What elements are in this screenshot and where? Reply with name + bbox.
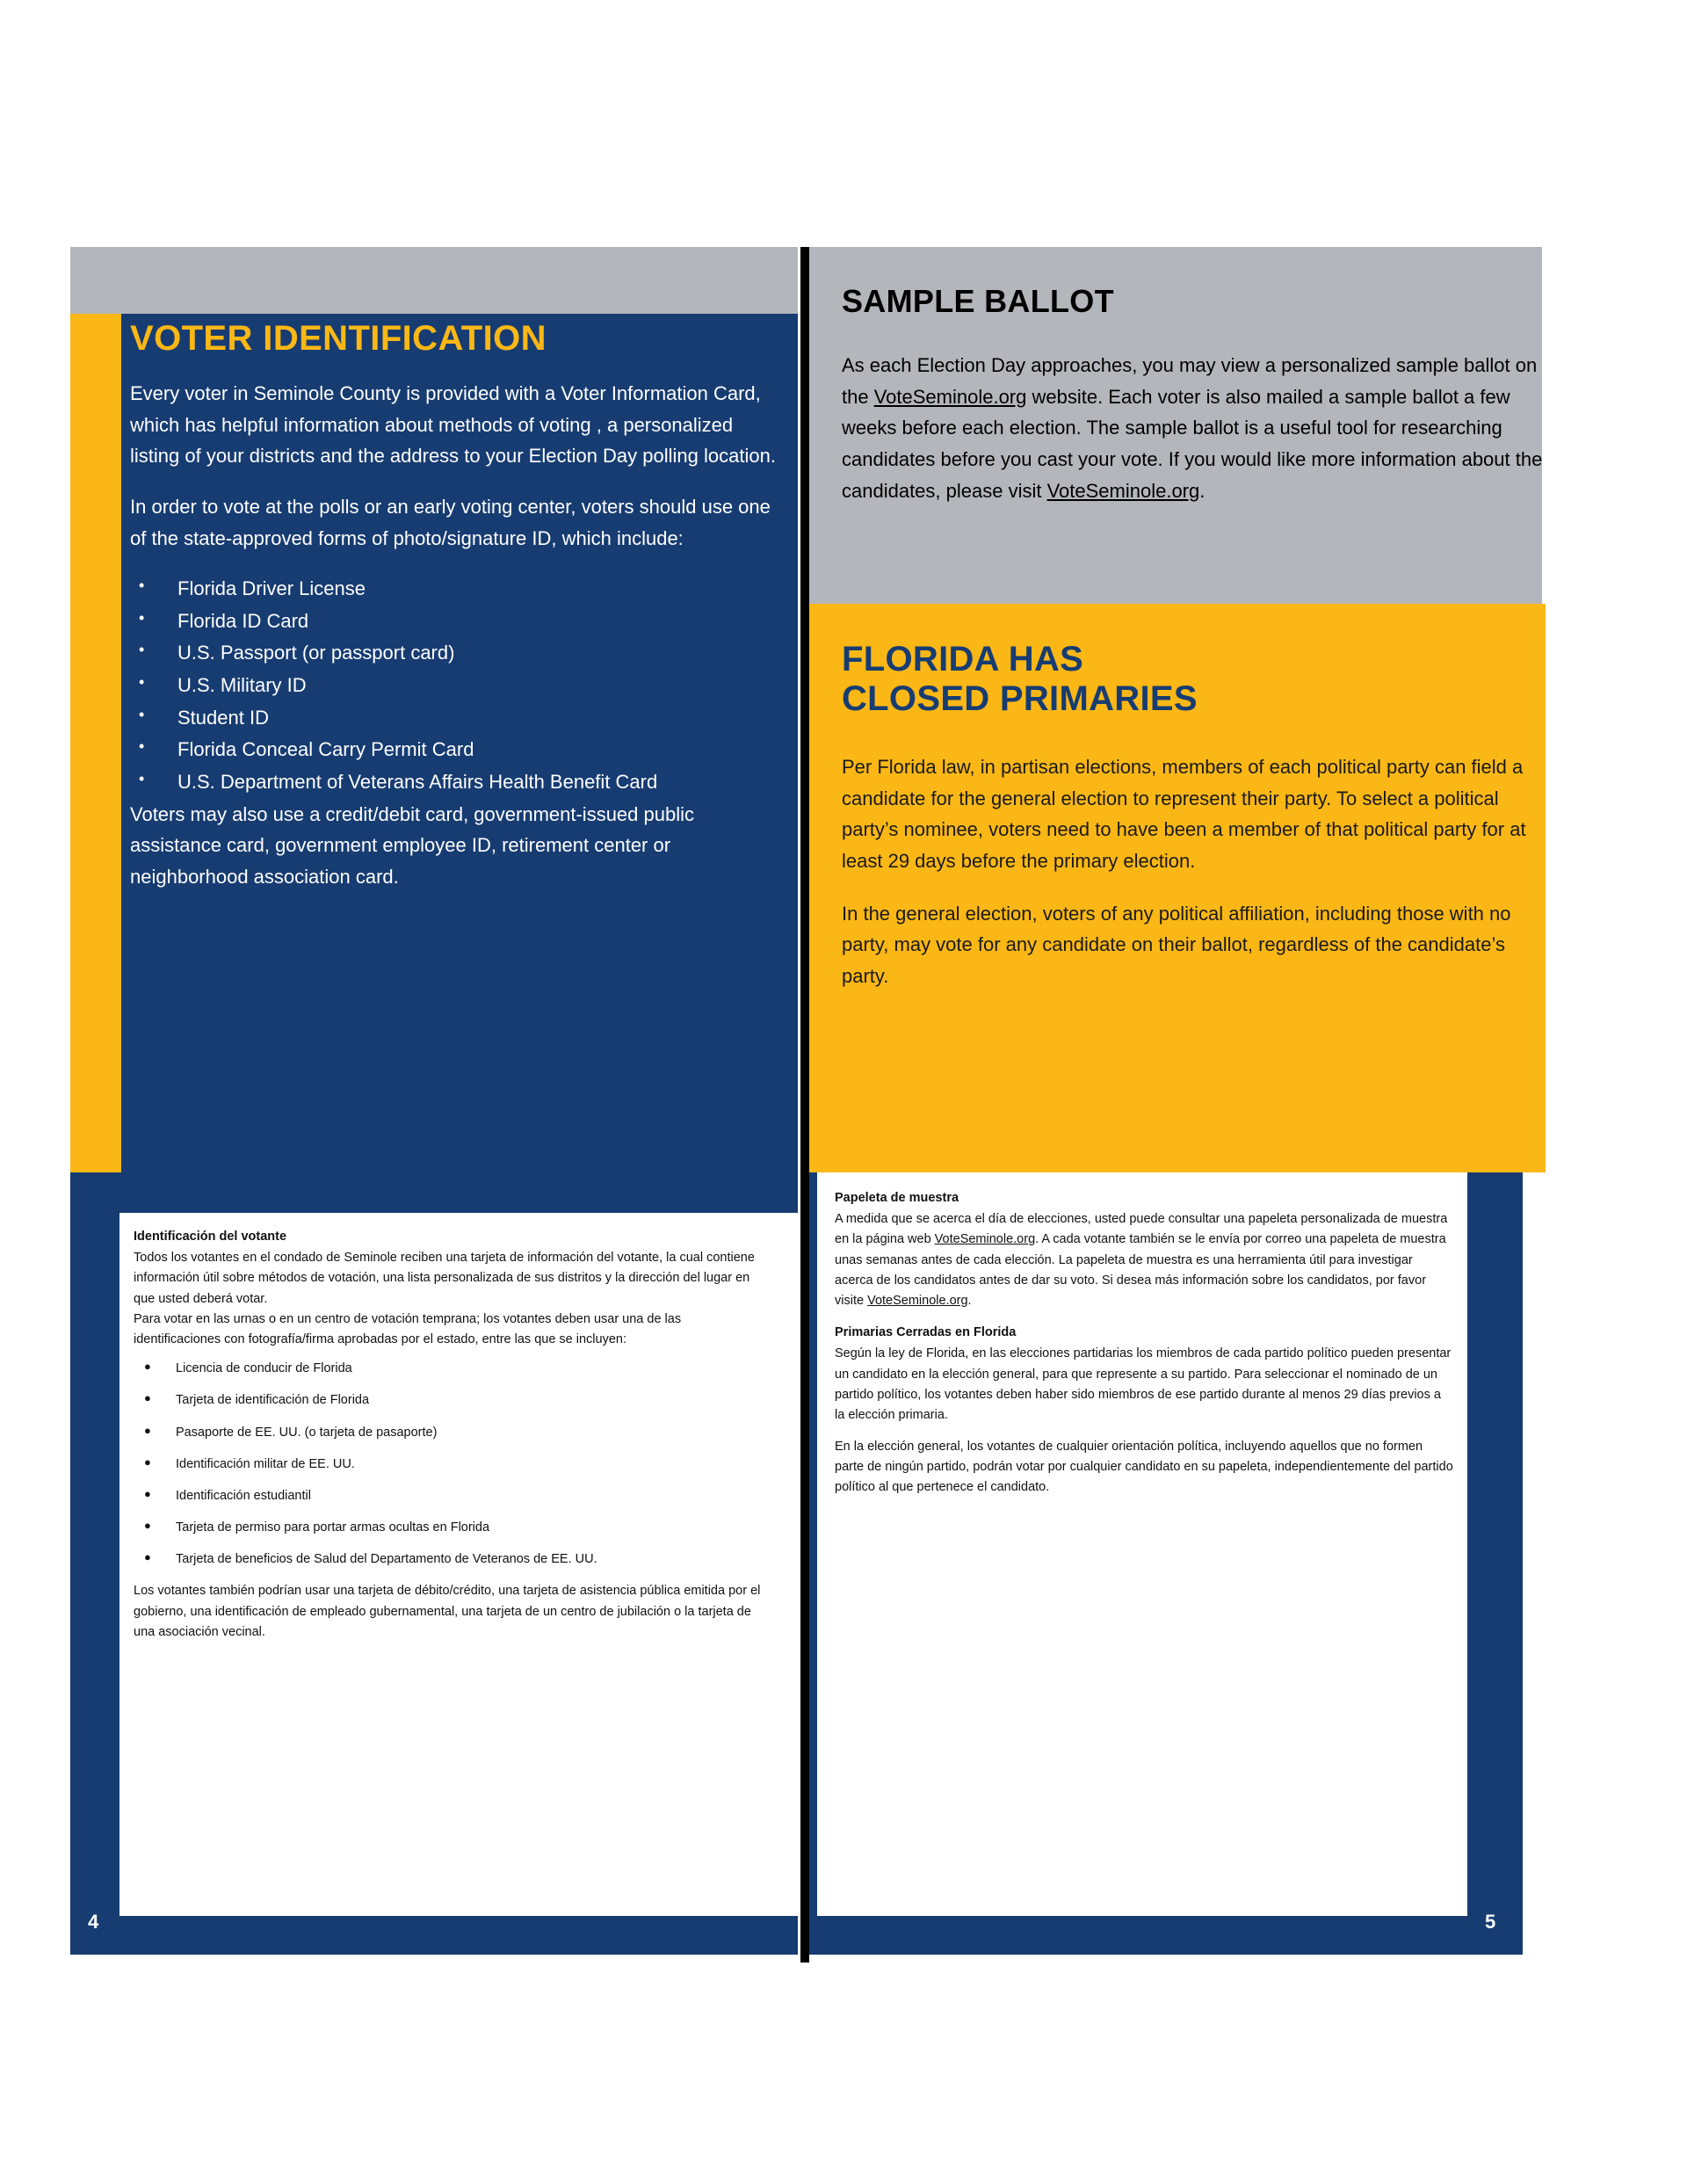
list-item: [134, 1423, 768, 1443]
list-item-label: U.S. Department of Veterans Affairs Health Benefit Card: [177, 770, 658, 793]
list-item-label: Florida Driver License: [177, 577, 366, 600]
sample-ballot-text-1: As each Election Day approaches, you may view a personalized sample ballot on the: [842, 354, 1538, 408]
sample-ballot-body: [842, 350, 1545, 506]
list-item-label: U.S. Military ID: [177, 674, 307, 696]
voter-id-paragraph-2: In order to vote at the polls or an early voting center, voters should use one of the state-approved forms of photo/signature ID, which include:: [130, 495, 771, 549]
center-divider: [800, 247, 809, 1963]
list-item-label: Florida ID Card: [177, 609, 309, 632]
list-item: [134, 1486, 768, 1506]
list-item-label: Tarjeta de identificación de Florida: [176, 1393, 370, 1408]
left-yellow-accent-strip: [70, 314, 121, 1172]
sample-ballot-text-3: .: [1199, 479, 1206, 502]
bullet-icon: •: [139, 641, 145, 659]
spanish-sample-text-2: . A cada votante también se le envía por correo una papeleta de muestra unas semanas antes de cada elección. La papeleta de muestra es una herramienta útil para investigar acerca de los candidatos antes de dar su voto. Si desea más información sobre los candidatos, por favor visite: [835, 1232, 1446, 1308]
list-item-label: Tarjeta de permiso para portar armas ocultas en Florida: [176, 1520, 490, 1535]
list-item: [134, 1518, 768, 1538]
voteseminole-link[interactable]: VoteSeminole.org: [873, 385, 1027, 408]
spanish-sample-ballot-paragraph: [835, 1209, 1454, 1311]
voter-identification-heading: VOTER IDENTIFICATION: [130, 319, 547, 358]
bullet-icon: ●: [144, 1391, 151, 1405]
right-spanish-content: [835, 1188, 1454, 1498]
list-item: [130, 670, 780, 701]
spanish-primaries-paragraph-1: Según la ley de Florida, en las elecciones partidarias los miembros de cada partido político pueden presentar un candidato en la elección general, para que represente a su partido. Para seleccionar el nominado de un partido político, los votantes deben haber sido miembros de ese partido durante al menos 29 días previos a la elección primaria.: [835, 1346, 1452, 1422]
left-spanish-content: [134, 1227, 768, 1643]
page-number-left: 4: [88, 1911, 99, 1933]
list-item: [130, 573, 780, 605]
sample-ballot-heading: SAMPLE BALLOT: [842, 283, 1114, 319]
list-item-label: Pasaporte de EE. UU. (o tarjeta de pasaporte): [176, 1425, 438, 1440]
approved-id-list: [130, 573, 780, 797]
list-item: [134, 1390, 768, 1411]
voteseminole-link[interactable]: VoteSeminole.org: [1046, 479, 1200, 502]
spanish-voter-id-paragraph-2: Para votar en las urnas o en un centro de votación temprana; los votantes deben usar una de las identificaciones con fotografía/firma aprobadas por el estado, entre las que se incluyen:: [134, 1311, 682, 1346]
bullet-icon: •: [139, 673, 145, 691]
list-item: [134, 1455, 768, 1475]
closed-primaries-heading-line-1: FLORIDA HAS: [842, 640, 1084, 678]
closed-primaries-heading: [842, 640, 1536, 719]
closed-primaries-paragraph-2: In the general election, voters of any political affiliation, including those with no party, may vote for any candidate on their ballot, regardless of the candidate’s party.: [842, 902, 1511, 987]
list-item: [134, 1359, 768, 1379]
spanish-approved-id-list: [134, 1359, 768, 1570]
voter-id-paragraph-3: Voters may also use a credit/debit card, government-issued public assistance card, government employee ID, retirement center or neighborhood association card.: [130, 802, 694, 888]
spacer: [835, 1426, 1454, 1437]
sample-ballot-text-2: website. Each voter is also mailed a sample ballot a few weeks before each election. The sample ballot is a useful tool for researching candidates before you cast your vote. If you would like more information about the candidates, please visit: [842, 385, 1543, 502]
voteseminole-link[interactable]: VoteSeminole.org: [934, 1232, 1036, 1247]
closed-primaries-heading-line-2: CLOSED PRIMARIES: [842, 678, 1198, 718]
list-item: [130, 766, 780, 798]
spanish-sample-text-3: .: [967, 1293, 972, 1308]
list-item-label: Identificación estudiantil: [176, 1488, 311, 1503]
spanish-voter-id-heading: Identificación del votante: [134, 1230, 287, 1244]
bullet-icon: ●: [144, 1423, 151, 1437]
spanish-voter-id-paragraph-1: Todos los votantes en el condado de Seminole reciben una tarjeta de información del votante, la cual contiene información útil sobre métodos de votación, una lista personalizada de sus distritos y la dirección del lugar en que usted deberá votar.: [134, 1251, 755, 1306]
bullet-icon: ●: [144, 1486, 151, 1500]
spanish-primaries-paragraph-2: En la elección general, los votantes de cualquier orientación política, incluyendo aquellos que no formen parte de ningún partido, podrán votar por cualquier candidato en su papeleta, independientemente del partido político al que pertenece el candidato.: [835, 1440, 1453, 1495]
bullet-icon: ●: [144, 1360, 151, 1374]
list-item-label: Identificación militar de EE. UU.: [176, 1456, 355, 1471]
page-number-right: 5: [1485, 1911, 1496, 1933]
spanish-primaries-heading: Primarias Cerradas en Florida: [835, 1325, 1017, 1340]
list-item-label: Licencia de conducir de Florida: [176, 1361, 352, 1376]
closed-primaries-paragraph-1: Per Florida law, in partisan elections, members of each political party can field a candidate for the general election to represent their party. To select a political party’s nominee, voters need to have been a member of that political party for at least 29 days before the primary election.: [842, 756, 1526, 872]
bullet-icon: •: [139, 737, 145, 756]
list-item-label: Florida Conceal Carry Permit Card: [177, 738, 474, 761]
list-item-label: Student ID: [177, 706, 269, 729]
bullet-icon: ●: [144, 1519, 151, 1533]
list-item: [130, 702, 780, 734]
list-item: [130, 637, 780, 669]
bullet-icon: •: [139, 608, 145, 627]
bullet-icon: •: [139, 769, 145, 787]
spanish-voter-id-paragraph-3: Los votantes también podrían usar una tarjeta de débito/crédito, una tarjeta de asistencia pública emitida por el gobierno, una identificación de empleado gubernamental, una tarjeta de un centro de jubilación o la tarjeta de una asociación vecinal.: [134, 1584, 761, 1639]
left-gray-header-band: [70, 247, 798, 315]
list-item-label: Tarjeta de beneficios de Salud del Departamento de Veteranos de EE. UU.: [176, 1552, 597, 1567]
bullet-icon: ●: [144, 1550, 151, 1564]
bullet-icon: •: [139, 705, 145, 723]
list-item: [130, 734, 780, 765]
voter-identification-body: [130, 378, 780, 911]
list-item: [130, 606, 780, 637]
spanish-sample-text-1: A medida que se acerca el día de elecciones, usted puede consultar una papeleta personalizada de muestra en la página web: [835, 1212, 1448, 1247]
bullet-icon: •: [139, 577, 145, 595]
voteseminole-link[interactable]: VoteSeminole.org: [867, 1293, 968, 1308]
list-item-label: U.S. Passport (or passport card): [177, 642, 455, 664]
spanish-sample-ballot-heading: Papeleta de muestra: [835, 1191, 959, 1205]
bullet-icon: ●: [144, 1455, 151, 1469]
voter-id-paragraph-1: Every voter in Seminole County is provided with a Voter Information Card, which has helpful information about methods of voting , a personalized listing of your districts and the address to your Election Day polling location.: [130, 382, 776, 468]
closed-primaries-body: [842, 751, 1550, 1012]
list-item: [134, 1549, 768, 1570]
spacer: [835, 1311, 1454, 1323]
